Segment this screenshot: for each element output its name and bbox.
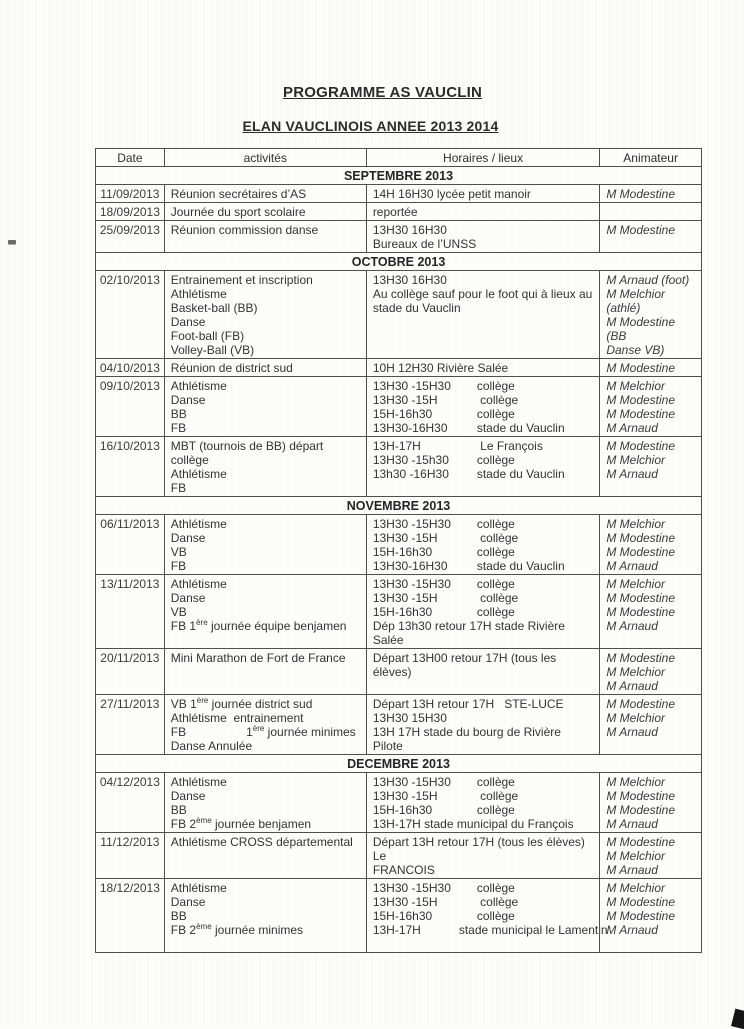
date-value: 13/11/2013 bbox=[100, 577, 160, 591]
horaires-cell bbox=[366, 377, 600, 436]
table-row bbox=[96, 878, 701, 952]
text-segment: FB 1 bbox=[170, 725, 253, 739]
place-value: stade du Vauclin bbox=[476, 467, 565, 481]
text-segment: journée minimes bbox=[264, 725, 356, 739]
place-value: stade du Vauclin bbox=[476, 421, 565, 435]
date-value: 25/09/2013 bbox=[99, 223, 160, 237]
table-row bbox=[96, 270, 701, 358]
animateur-line: M Modestine bbox=[606, 651, 676, 665]
table-row bbox=[96, 436, 701, 496]
table-row bbox=[96, 202, 701, 220]
animateur-line: M Modestine bbox=[606, 439, 676, 453]
animateur-line: Danse VB) bbox=[606, 343, 665, 357]
activity-line: FB bbox=[170, 481, 187, 495]
text-segment: FB 2 bbox=[170, 817, 197, 831]
animateur-line: M Melchior bbox=[606, 881, 666, 895]
horaire-line: 13H30 16H30 bbox=[372, 273, 447, 287]
animateur-cell bbox=[599, 649, 701, 694]
horaires-cell bbox=[366, 203, 600, 220]
activity-line: BB bbox=[170, 909, 187, 923]
superscript-ordinal: ère bbox=[196, 696, 209, 705]
animateur-line: M Melchior bbox=[606, 287, 666, 301]
activity-line: Athlétisme bbox=[170, 881, 227, 895]
place-value: collège bbox=[476, 577, 515, 591]
animateur-cell bbox=[599, 271, 701, 358]
scan-speck-artifact bbox=[8, 240, 16, 244]
header-cell-activites: activités bbox=[164, 149, 366, 166]
time-value: 15H-16h30 bbox=[372, 407, 433, 421]
activity-line: Mini Marathon de Fort de France bbox=[170, 651, 346, 665]
animateur-line: M Melchior bbox=[606, 775, 666, 789]
animateur-line: M Modestine bbox=[606, 803, 676, 817]
animateur-line: M Melchior bbox=[606, 577, 666, 591]
time-value: 13H30-16H30 bbox=[372, 421, 448, 435]
date-cell bbox=[96, 221, 164, 252]
activities-cell bbox=[164, 359, 366, 376]
month-section-row bbox=[96, 252, 701, 270]
horaires-cell bbox=[366, 833, 600, 878]
date-value: 04/12/2013 bbox=[99, 775, 160, 789]
horaire-line: 13H 17H stade du bourg de Rivière Pilote bbox=[372, 725, 561, 753]
activity-line: Athlétisme bbox=[170, 467, 227, 481]
activity-line: Danse bbox=[170, 531, 206, 545]
horaires-cell bbox=[366, 437, 600, 496]
date-cell bbox=[96, 437, 164, 496]
time-value: 13H30 -15h30 bbox=[372, 453, 449, 467]
place-value: collège bbox=[476, 379, 515, 393]
place-value: stade du Vauclin bbox=[476, 559, 565, 573]
animateur-line: M Modestine bbox=[606, 895, 676, 909]
horaire-line: reportée bbox=[372, 205, 418, 219]
time-value: 13H30 -15H30 bbox=[372, 775, 451, 789]
place-value: collège bbox=[476, 545, 515, 559]
animateur-line: M Modestine bbox=[606, 531, 676, 545]
place-value: collège bbox=[476, 517, 515, 531]
activity-line: BB bbox=[170, 407, 187, 421]
date-value: 02/10/2013 bbox=[99, 273, 160, 287]
activities-cell bbox=[164, 377, 366, 436]
animateur-cell bbox=[599, 185, 701, 202]
table-header-row bbox=[96, 149, 701, 166]
activity-line: MBT (tournois de BB) départ collège bbox=[170, 439, 324, 467]
horaire-line bbox=[372, 923, 608, 937]
table-row bbox=[96, 358, 701, 376]
animateur-line: M Modestine bbox=[606, 393, 676, 407]
horaires-cell bbox=[366, 221, 600, 252]
animateur-line: M Modestine (BB bbox=[606, 315, 676, 343]
animateur-line: M Modestine bbox=[606, 697, 676, 711]
time-value: 13h30 -16H30 bbox=[372, 467, 449, 481]
text-segment: FB 2 bbox=[170, 923, 197, 937]
animateur-line: M Modestine bbox=[606, 223, 676, 237]
horaires-cell bbox=[366, 695, 600, 754]
activity-line: Athlétisme bbox=[170, 287, 227, 301]
activity-line: Danse Annulée bbox=[170, 739, 253, 753]
horaire-line bbox=[373, 407, 594, 421]
date-value: 20/11/2013 bbox=[100, 651, 160, 665]
date-cell bbox=[96, 185, 164, 202]
animateur-cell bbox=[599, 695, 701, 754]
horaire-line: 10H 12H30 Rivière Salée bbox=[372, 361, 509, 375]
table-row bbox=[96, 220, 701, 252]
animateur-cell bbox=[599, 833, 701, 878]
place-value: collège bbox=[476, 453, 515, 467]
activities-cell bbox=[164, 185, 366, 202]
page-subtitle: ELAN VAUCLINOIS ANNEE 2013 2014 bbox=[242, 118, 499, 134]
place-value: stade municipal le Lamentin bbox=[458, 923, 608, 937]
activity-line: Danse bbox=[170, 315, 206, 329]
place-value: collège bbox=[476, 803, 515, 817]
date-cell bbox=[96, 575, 164, 648]
date-cell bbox=[96, 359, 164, 376]
activity-line: Athlétisme entrainement bbox=[170, 711, 304, 725]
animateur-line: M Melchior bbox=[606, 453, 666, 467]
place-value: collège bbox=[476, 789, 519, 803]
animateur-line: M Melchior bbox=[606, 665, 666, 679]
activity-line: Foot-ball (FB) bbox=[170, 329, 245, 343]
horaire-line bbox=[373, 605, 594, 619]
animateur-line: M Arnaud (foot) bbox=[606, 273, 690, 287]
horaire-line bbox=[373, 909, 594, 923]
time-value: 13H30-16H30 bbox=[372, 559, 448, 573]
date-cell bbox=[96, 879, 164, 952]
date-value: 11/12/2013 bbox=[100, 835, 160, 849]
animateur-cell bbox=[599, 221, 701, 252]
horaire-line: Bureaux de l’UNSS bbox=[372, 237, 477, 251]
activity-line: BB bbox=[170, 803, 187, 817]
time-value: 13H30 -15H bbox=[372, 789, 438, 803]
animateur-line: (athlé) bbox=[606, 301, 641, 315]
horaire-line: Départ 13H00 retour 17H (tous les élèves) bbox=[372, 651, 557, 679]
superscript-ordinal: ème bbox=[196, 816, 212, 825]
month-section-row bbox=[96, 166, 701, 184]
activities-cell bbox=[164, 437, 366, 496]
activity-line: Athlétisme bbox=[170, 517, 227, 531]
text-segment: journée équipe benjamen bbox=[207, 619, 347, 633]
horaires-cell bbox=[366, 359, 600, 376]
animateur-cell bbox=[599, 437, 701, 496]
activity-line bbox=[171, 817, 360, 831]
activities-cell bbox=[164, 649, 366, 694]
activity-line: Athlétisme bbox=[170, 577, 227, 591]
horaire-line: Dép 13h30 retour 17H stade Rivière Salée bbox=[372, 619, 565, 647]
table-row bbox=[96, 832, 701, 878]
animateur-line: M Melchior bbox=[606, 711, 666, 725]
time-value: 13H-17H bbox=[372, 923, 421, 937]
animateur-line: M Arnaud bbox=[606, 923, 658, 937]
date-value: 16/10/2013 bbox=[99, 439, 160, 453]
table-row bbox=[96, 184, 701, 202]
horaire-line: 14H 16H30 lycée petit manoir bbox=[372, 187, 531, 201]
activity-line: Entrainement et inscription bbox=[170, 273, 313, 287]
animateur-line: M Modestine bbox=[606, 909, 676, 923]
activities-cell bbox=[164, 271, 366, 358]
activity-line bbox=[171, 725, 360, 739]
horaire-line: FRANCOIS bbox=[372, 863, 435, 877]
animateur-line: M Arnaud bbox=[606, 619, 658, 633]
animateur-line: M Arnaud bbox=[606, 863, 658, 877]
place-value: collège bbox=[476, 775, 515, 789]
horaire-line bbox=[373, 517, 594, 531]
activity-line: Réunion secrétaires d’AS bbox=[170, 187, 307, 201]
place-value: Le François bbox=[476, 439, 543, 453]
time-value: 13H30 -15H30 bbox=[372, 881, 451, 895]
place-value: collège bbox=[476, 591, 519, 605]
time-value: 13H-17H bbox=[372, 439, 421, 453]
date-cell bbox=[96, 515, 164, 574]
animateur-line: M Melchior bbox=[606, 517, 666, 531]
schedule-table bbox=[95, 148, 702, 953]
time-value: 13H30 -15H30 bbox=[372, 517, 451, 531]
horaire-line bbox=[373, 591, 594, 605]
activity-line: FB bbox=[170, 421, 187, 435]
horaire-line: Au collège sauf pour le foot qui à lieux au bbox=[372, 287, 593, 301]
date-cell bbox=[96, 833, 164, 878]
horaire-line bbox=[373, 559, 594, 573]
activities-cell bbox=[164, 221, 366, 252]
place-value: collège bbox=[476, 407, 515, 421]
time-value: 15H-16h30 bbox=[372, 545, 433, 559]
text-segment: journée minimes bbox=[211, 923, 304, 937]
activity-line: Athlétisme bbox=[170, 379, 227, 393]
date-cell bbox=[96, 649, 164, 694]
date-value: 04/10/2013 bbox=[99, 361, 160, 375]
activities-cell bbox=[164, 203, 366, 220]
horaire-line bbox=[373, 775, 594, 789]
time-value: 15H-16h30 bbox=[372, 803, 433, 817]
date-value: 11/09/2013 bbox=[100, 187, 160, 201]
animateur-line: M Arnaud bbox=[606, 725, 658, 739]
activity-line: VB bbox=[170, 605, 187, 619]
month-label: NOVEMBRE 2013 bbox=[346, 499, 451, 513]
animateur-cell bbox=[599, 773, 701, 832]
activity-line: Danse bbox=[170, 789, 206, 803]
time-value: 15H-16h30 bbox=[372, 605, 433, 619]
horaires-cell bbox=[366, 575, 600, 648]
animateur-line: M Modestine bbox=[606, 187, 676, 201]
animateur-line: M Modestine bbox=[606, 361, 676, 375]
table-row bbox=[96, 648, 701, 694]
month-label: SEPTEMBRE 2013 bbox=[343, 169, 454, 183]
time-value: 15H-16h30 bbox=[372, 909, 433, 923]
animateur-line: M Arnaud bbox=[606, 421, 658, 435]
animateur-cell bbox=[599, 377, 701, 436]
time-value: 13H30 -15H bbox=[372, 393, 438, 407]
animateur-line: M Modestine bbox=[606, 591, 676, 605]
activity-line bbox=[171, 923, 360, 937]
animateur-cell bbox=[599, 359, 701, 376]
superscript-ordinal: ère bbox=[252, 724, 265, 733]
animateur-line: M Modestine bbox=[606, 789, 676, 803]
date-cell bbox=[96, 271, 164, 358]
animateur-line: M Modestine bbox=[606, 545, 676, 559]
horaire-line: 13H30 15H30 bbox=[372, 711, 447, 725]
place-value: collège bbox=[476, 909, 515, 923]
horaire-line bbox=[373, 881, 594, 895]
animateur-line: M Arnaud bbox=[606, 679, 658, 693]
text-segment: journée district sud bbox=[208, 697, 313, 711]
text-segment: FB 1 bbox=[170, 619, 197, 633]
table-row bbox=[96, 514, 701, 574]
table-row bbox=[96, 376, 701, 436]
activity-line bbox=[171, 697, 360, 711]
horaires-cell bbox=[366, 649, 600, 694]
superscript-ordinal: ère bbox=[196, 618, 208, 627]
place-value: collège bbox=[476, 605, 515, 619]
time-value: 13H30 -15H bbox=[372, 895, 438, 909]
horaire-line bbox=[373, 545, 594, 559]
activities-cell bbox=[164, 575, 366, 648]
activities-cell bbox=[164, 695, 366, 754]
horaire-line bbox=[373, 467, 594, 481]
time-value: 13H30 -15H bbox=[372, 531, 438, 545]
horaire-line: stade du Vauclin bbox=[372, 301, 461, 315]
time-value: 13H30 -15H30 bbox=[372, 577, 451, 591]
horaire-line bbox=[373, 577, 594, 591]
horaire-line bbox=[373, 453, 594, 467]
activity-line: Volley-Ball (VB) bbox=[170, 343, 255, 357]
animateur-cell bbox=[599, 203, 701, 220]
date-cell bbox=[96, 203, 164, 220]
date-value: 27/11/2013 bbox=[100, 697, 160, 711]
animateur-line: M Arnaud bbox=[606, 817, 658, 831]
horaire-line bbox=[373, 439, 594, 453]
place-value: collège bbox=[476, 531, 519, 545]
place-value: collège bbox=[476, 881, 515, 895]
animateur-line: M Melchior bbox=[606, 379, 666, 393]
activity-line: VB bbox=[170, 545, 187, 559]
activities-cell bbox=[164, 515, 366, 574]
date-cell bbox=[96, 773, 164, 832]
activity-line: Athlétisme bbox=[170, 775, 227, 789]
horaire-line: Départ 13H retour 17H STE-LUCE bbox=[372, 697, 564, 711]
horaires-cell bbox=[366, 271, 600, 358]
date-value: 18/09/2013 bbox=[99, 205, 160, 219]
place-value: collège bbox=[476, 895, 519, 909]
date-value: 18/12/2013 bbox=[99, 881, 160, 895]
horaire-line bbox=[373, 895, 594, 909]
activity-line: Réunion de district sud bbox=[170, 361, 293, 375]
horaire-line: 13H30 16H30 bbox=[372, 223, 447, 237]
date-cell bbox=[96, 695, 164, 754]
animateur-line: M Arnaud bbox=[606, 559, 658, 573]
activities-cell bbox=[164, 833, 366, 878]
activity-line: Réunion commission danse bbox=[170, 223, 319, 237]
header-cell-horaires: Horaires / lieux bbox=[366, 149, 600, 166]
animateur-cell bbox=[599, 575, 701, 648]
header-cell-date: Date bbox=[117, 151, 143, 165]
horaire-line bbox=[373, 789, 594, 803]
animateur-cell bbox=[599, 515, 701, 574]
time-value: 13H30 -15H bbox=[372, 591, 438, 605]
table-row bbox=[96, 694, 701, 754]
horaire-line: Départ 13H retour 17H (tous les élèves) Le bbox=[372, 835, 585, 863]
animateur-cell bbox=[599, 879, 701, 952]
horaire-line bbox=[373, 531, 594, 545]
animateur-line: M Arnaud bbox=[606, 467, 658, 481]
page-title: PROGRAMME AS VAUCLIN bbox=[283, 84, 482, 101]
horaire-line: 13H-17H stade municipal du François bbox=[372, 817, 574, 831]
text-segment: journée benjamen bbox=[211, 817, 312, 831]
animateur-line: M Melchior bbox=[606, 849, 666, 863]
activities-cell bbox=[164, 879, 366, 952]
horaires-cell bbox=[366, 185, 600, 202]
activity-line: Journée du sport scolaire bbox=[170, 205, 306, 219]
time-value: 13H30 -15H30 bbox=[372, 379, 451, 393]
animateur-line: M Modestine bbox=[606, 605, 676, 619]
activity-line: FB bbox=[170, 559, 187, 573]
table-row bbox=[96, 772, 701, 832]
activity-line: Athlétisme CROSS départemental bbox=[170, 835, 353, 849]
animateur-line: M Modestine bbox=[606, 407, 676, 421]
horaire-line bbox=[373, 379, 594, 393]
date-value: 09/10/2013 bbox=[99, 379, 160, 393]
superscript-ordinal: ème bbox=[196, 922, 212, 931]
text-segment: VB 1 bbox=[170, 697, 197, 711]
activity-line: Danse bbox=[170, 895, 206, 909]
header-cell-animateur: Animateur bbox=[599, 149, 701, 166]
date-value: 06/11/2013 bbox=[100, 517, 160, 531]
activity-line: Basket-ball (BB) bbox=[170, 301, 258, 315]
horaire-line bbox=[373, 803, 594, 817]
horaires-cell bbox=[366, 773, 600, 832]
activity-line: Danse bbox=[170, 393, 206, 407]
date-cell bbox=[96, 377, 164, 436]
activities-cell bbox=[164, 773, 366, 832]
place-value: collège bbox=[476, 393, 519, 407]
month-section-row bbox=[96, 754, 701, 772]
animateur-line: M Modestine bbox=[606, 835, 676, 849]
month-label: OCTOBRE 2013 bbox=[351, 255, 446, 269]
horaire-line bbox=[373, 393, 594, 407]
month-label: DECEMBRE 2013 bbox=[347, 757, 450, 771]
activity-line: Danse bbox=[170, 591, 206, 605]
month-section-row bbox=[96, 496, 701, 514]
activity-line bbox=[171, 619, 360, 633]
horaires-cell bbox=[366, 879, 608, 952]
horaires-cell bbox=[366, 515, 600, 574]
scan-corner-mark bbox=[731, 1009, 744, 1029]
horaire-line bbox=[373, 421, 594, 435]
table-row bbox=[96, 574, 701, 648]
